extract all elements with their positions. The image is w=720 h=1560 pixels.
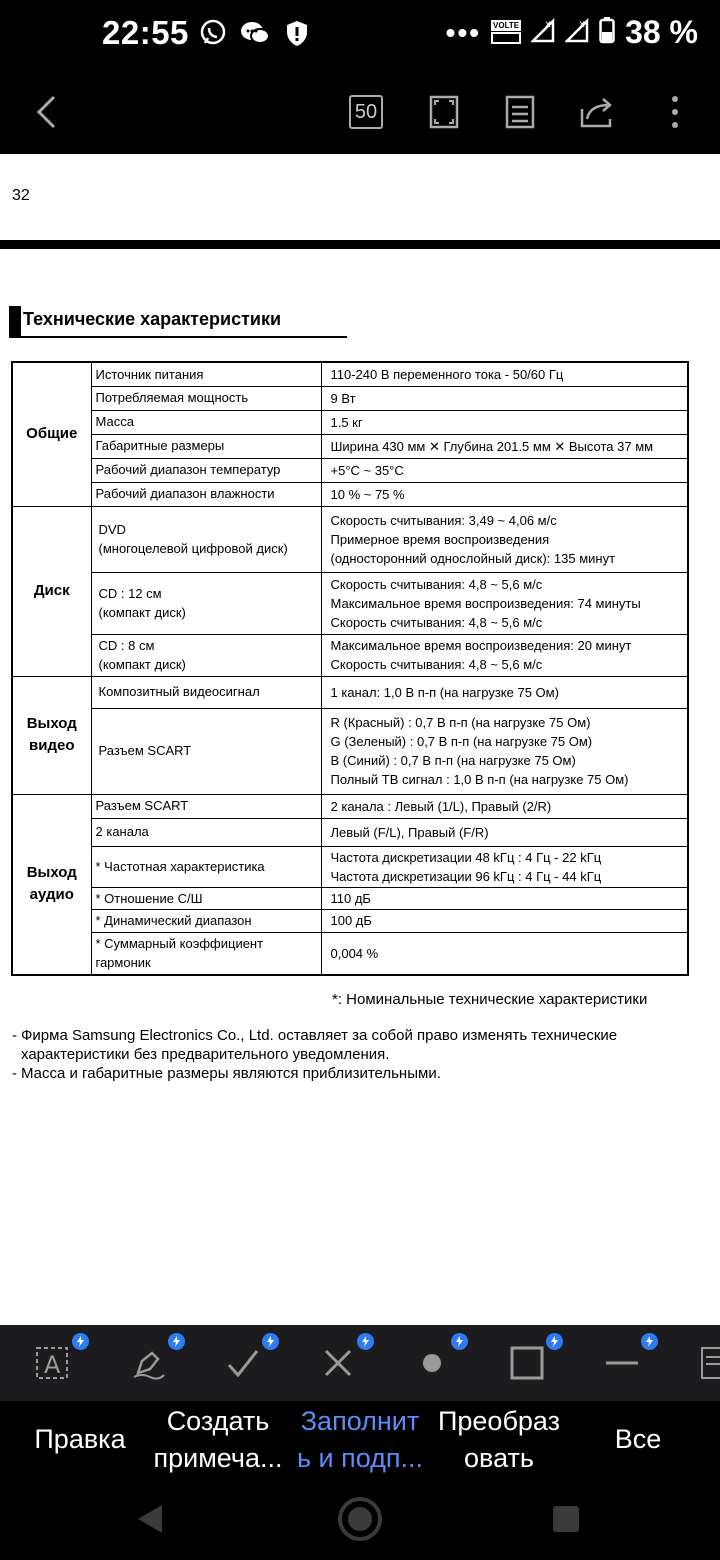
spec-row [12, 634, 688, 676]
volte-icon: VOLTE [491, 20, 521, 46]
pen-icon[interactable] [124, 1337, 172, 1389]
tab-fill-sign[interactable]: Заполнит ь и подп... [296, 1406, 424, 1473]
battery-icon [599, 16, 615, 49]
premium-badge-icon [451, 1333, 468, 1350]
spec-row [12, 386, 688, 410]
note-item: - Масса и габаритные размеры являются приблизительными. [12, 1064, 702, 1083]
section-marker [9, 306, 21, 338]
note-item: - Фирма Samsung Electronics Co., Ltd. оставляет за собой право изменять технические характеристики без предварительного уведомления. [12, 1026, 702, 1064]
spec-value: Максимальное время воспроизведения: 20 минут Скорость считывания: 4,8 ~ 5,6 м/с [321, 634, 688, 676]
spec-param: Источник питания [91, 362, 321, 386]
spec-row [12, 932, 688, 975]
spec-param: CD : 8 см (компакт диск) [91, 634, 321, 676]
text-box-icon[interactable] [28, 1337, 76, 1389]
spec-row [12, 362, 688, 386]
spec-param: * Отношение С/Ш [91, 887, 321, 910]
notes-list [12, 1026, 702, 1083]
share-icon[interactable] [573, 88, 621, 136]
nav-home-icon[interactable] [336, 1495, 384, 1548]
spec-param: Рабочий диапазон влажности [91, 482, 321, 506]
line-icon[interactable] [598, 1337, 646, 1389]
spec-value: 110-240 В переменного тока - 50/60 Гц [321, 362, 688, 386]
spec-value: 110 дБ [321, 887, 688, 910]
spec-row [12, 434, 688, 458]
status-time: 22:55 [102, 14, 189, 51]
spec-value: 0,004 % [321, 932, 688, 975]
spec-param: * Суммарный коэффициент гармоник [91, 932, 321, 975]
page-count-icon: 50 [349, 95, 383, 129]
spec-table [11, 361, 689, 976]
premium-badge-icon [357, 1333, 374, 1350]
spec-row [12, 846, 688, 887]
spec-value: R (Красный) : 0,7 В п-п (на нагрузке 75 Ом) G (Зеленый) : 0,7 В п-п (на нагрузке 75 Ом) B (Синий) : 0,7 В п-п (на нагрузке 75 Ом) Полный ТВ сигнал : 1,0 В п-п (на нагрузке 75 Ом) [321, 708, 688, 794]
spec-param: Композитный видеосигнал [91, 676, 321, 708]
more-tools-icon[interactable] [696, 1337, 720, 1389]
viber-icon [198, 16, 228, 50]
spec-category: Диск [12, 506, 91, 676]
spec-row [12, 887, 688, 910]
reading-mode-icon[interactable] [496, 88, 544, 136]
spec-value: 1 канал: 1,0 В п-п (на нагрузке 75 Ом) [321, 676, 688, 708]
checkmark-icon[interactable] [219, 1337, 267, 1389]
spec-param: DVD (многоцелевой цифровой диск) [91, 506, 321, 572]
chat-icon [240, 16, 270, 50]
spec-value: 2 канала : Левый (1/L), Правый (2/R) [321, 794, 688, 818]
spec-param: CD : 12 см (компакт диск) [91, 572, 321, 634]
spec-value: Скорость считывания: 4,8 ~ 5,6 м/с Максимальное время воспроизведения: 74 минуты Скорость считывания: 4,8 ~ 5,6 м/с [321, 572, 688, 634]
signal-icon-1 [531, 17, 555, 48]
spec-value: Левый (F/L), Правый (F/R) [321, 818, 688, 846]
spec-param: Разъем SCART [91, 794, 321, 818]
premium-badge-icon [262, 1333, 279, 1350]
spec-value: 1.5 кг [321, 410, 688, 434]
shield-alert-icon [282, 16, 312, 50]
tab-convert[interactable]: Преобраз овать [437, 1406, 561, 1473]
cross-icon[interactable] [314, 1337, 362, 1389]
page-divider [0, 240, 720, 249]
spec-value: Частота дискретизации 48 kГц : 4 Гц - 22 kГц Частота дискретизации 96 kГц : 4 Гц - 44 kГц [321, 846, 688, 887]
fullscreen-icon[interactable] [420, 88, 468, 136]
spec-row [12, 458, 688, 482]
spec-row [12, 708, 688, 794]
spec-category: Общие [12, 362, 91, 506]
svg-text:x: x [545, 19, 551, 30]
page-number: 32 [12, 187, 30, 204]
spec-param: * Динамический диапазон [91, 910, 321, 933]
spec-row [12, 794, 688, 818]
spec-value: 9 Вт [321, 386, 688, 410]
spec-param: Потребляемая мощность [91, 386, 321, 410]
spec-category: Выход аудио [12, 794, 91, 975]
spec-value: 100 дБ [321, 910, 688, 933]
nav-back-icon[interactable] [134, 1503, 166, 1540]
spec-value: 10 % ~ 75 % [321, 482, 688, 506]
spec-category: Выход видео [12, 676, 91, 794]
more-notifications-dots: ••• [445, 16, 482, 48]
section-underline [21, 336, 347, 338]
spec-row [12, 482, 688, 506]
spec-param: * Частотная характеристика [91, 846, 321, 887]
spec-row [12, 910, 688, 933]
footnote: *: Номинальные технические характеристики [332, 991, 648, 1008]
annotation-toolbar [0, 1325, 720, 1401]
spec-row [12, 410, 688, 434]
spec-value: +5°C ~ 35°C [321, 458, 688, 482]
premium-badge-icon [168, 1333, 185, 1350]
status-bar [0, 0, 720, 70]
svg-text:x: x [579, 19, 585, 30]
tab-edit[interactable]: Правка [34, 1424, 126, 1454]
spec-row [12, 572, 688, 634]
document-page[interactable] [0, 154, 720, 1325]
spec-row [12, 676, 688, 708]
section-title: Технические характеристики [23, 309, 282, 329]
nav-recents-icon[interactable] [552, 1505, 580, 1538]
signal-icon-2 [565, 17, 589, 48]
premium-badge-icon [546, 1333, 563, 1350]
app-bar [0, 70, 720, 154]
bottom-tabs [0, 1401, 720, 1489]
premium-badge-icon [72, 1333, 89, 1350]
rectangle-icon[interactable] [503, 1337, 551, 1389]
spec-value: Скорость считывания: 3,49 ~ 4,06 м/с Примерное время воспроизведения (односторонний однослойный диск): 135 минут [321, 506, 688, 572]
battery-percent: 38 % [625, 14, 698, 50]
back-arrow-icon[interactable] [22, 88, 70, 136]
spec-value: Ширина 430 мм ✕ Глубина 201.5 мм ✕ Высота 37 мм [321, 434, 688, 458]
spec-row [12, 506, 688, 572]
dot-icon[interactable] [408, 1337, 456, 1389]
page-count-button[interactable] [342, 88, 390, 136]
premium-badge-icon [641, 1333, 658, 1350]
spec-param: Габаритные размеры [91, 434, 321, 458]
tab-create-note[interactable]: Создать примеча... [153, 1406, 283, 1473]
spec-row [12, 818, 688, 846]
spec-param: 2 канала [91, 818, 321, 846]
spec-param: Рабочий диапазон температур [91, 458, 321, 482]
svg-text:A: A [44, 1351, 61, 1379]
spec-param: Разъем SCART [91, 708, 321, 794]
system-nav-bar [0, 1489, 720, 1560]
spec-param: Масса [91, 410, 321, 434]
more-menu-icon[interactable] [651, 88, 699, 136]
tab-all[interactable]: Все [614, 1424, 662, 1454]
